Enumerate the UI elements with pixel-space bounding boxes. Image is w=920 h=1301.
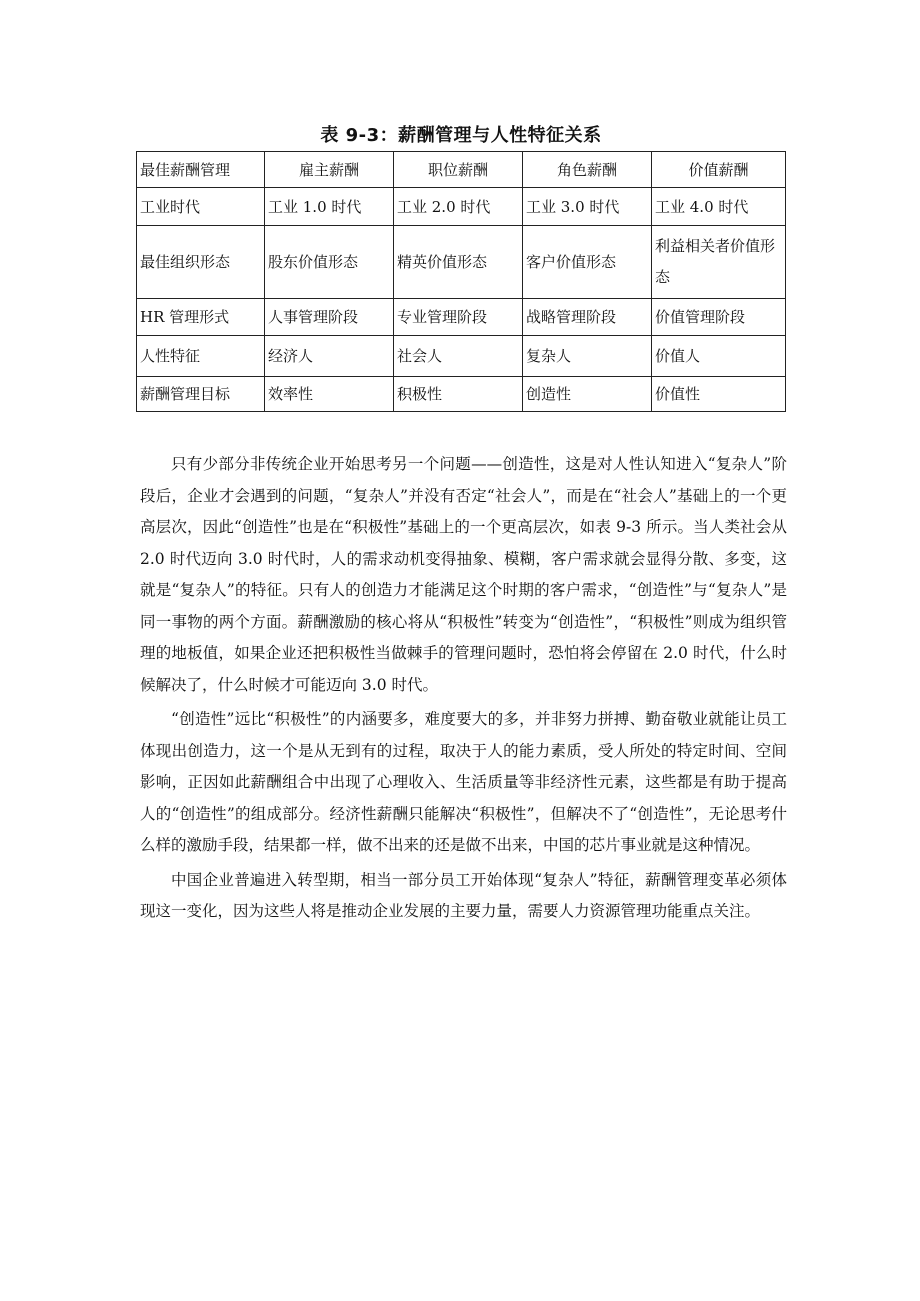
- body-text: [140, 449, 787, 931]
- header-cell: 角色薪酬: [523, 152, 652, 188]
- table-row: [137, 188, 786, 226]
- table-cell: 价值人: [652, 336, 786, 377]
- table-cell: 利益相关者价值形态: [652, 226, 786, 299]
- table-cell: 效率性: [265, 377, 394, 412]
- table-row: [137, 336, 786, 377]
- table-cell: 专业管理阶段: [394, 299, 523, 336]
- table-cell: 工业 3.0 时代: [523, 188, 652, 226]
- salary-human-nature-table: [136, 151, 786, 412]
- table-cell: 社会人: [394, 336, 523, 377]
- table-cell: 股东价值形态: [265, 226, 394, 299]
- table-cell: 价值性: [652, 377, 786, 412]
- header-cell: 最佳薪酬管理: [137, 152, 265, 188]
- table-row: [137, 299, 786, 336]
- table-cell: 人事管理阶段: [265, 299, 394, 336]
- row-label-cell: 薪酬管理目标: [137, 377, 265, 412]
- table-cell: 工业 1.0 时代: [265, 188, 394, 226]
- table-row: [137, 377, 786, 412]
- table-cell: 价值管理阶段: [652, 299, 786, 336]
- table-cell: 积极性: [394, 377, 523, 412]
- table-cell: 创造性: [523, 377, 652, 412]
- row-label-cell: 最佳组织形态: [137, 226, 265, 299]
- table-cell: 经济人: [265, 336, 394, 377]
- table-cell: 复杂人: [523, 336, 652, 377]
- table-header-row: [137, 152, 786, 188]
- paragraph: 只有少部分非传统企业开始思考另一个问题——创造性，这是对人性认知进入“复杂人”阶段后，企业才会遇到的问题，“复杂人”并没有否定“社会人”，而是在“社会人”基础上的一个更高层次，因此“创造性”也是在“积极性”基础上的一个更高层次，如表 9-3 所示。当人类社会从 2.0 时代迈向 3.0 时代时，人的需求动机变得抽象、模糊，客户需求就会显得分散、多变，这就是“复杂人”的特征。只有人的创造力才能满足这个时期的客户需求，“创造性”与“复杂人”是同一事物的两个方面。薪酬激励的核心将从“积极性”转变为“创造性”，“积极性”则成为组织管理的地板值，如果企业还把积极性当做棘手的管理问题时，恐怕将会停留在 2.0 时代，什么时候解决了，什么时候才可能迈向 3.0 时代。: [140, 455, 787, 694]
- header-cell: 职位薪酬: [394, 152, 523, 188]
- paragraph: “创造性”远比“积极性”的内涵要多，难度要大的多，并非努力拼搏、勤奋敬业就能让员工体现出创造力，这一个是从无到有的过程，取决于人的能力素质，受人所处的特定时间、空间影响，正因如此薪酬组合中出现了心理收入、生活质量等非经济性元素，这些都是有助于提高人的“创造性”的组成部分。经济性薪酬只能解决“积极性”，但解决不了“创造性”，无论思考什么样的激励手段，结果都一样，做不出来的还是做不出来，中国的芯片事业就是这种情况。: [140, 710, 787, 854]
- table-cell: 工业 4.0 时代: [652, 188, 786, 226]
- table-caption: 表 9-3：薪酬管理与人性特征关系: [320, 125, 602, 146]
- header-cell: 雇主薪酬: [265, 152, 394, 188]
- row-label-cell: HR 管理形式: [137, 299, 265, 336]
- header-cell: 价值薪酬: [652, 152, 786, 188]
- row-label-cell: 人性特征: [137, 336, 265, 377]
- table-row: [137, 226, 786, 299]
- paragraph: 中国企业普遍进入转型期，相当一部分员工开始体现“复杂人”特征，薪酬管理变革必须体现这一变化，因为这些人将是推动企业发展的主要力量，需要人力资源管理功能重点关注。: [140, 870, 787, 920]
- row-label-cell: 工业时代: [137, 188, 265, 226]
- table-cell: 战略管理阶段: [523, 299, 652, 336]
- table-cell: 精英价值形态: [394, 226, 523, 299]
- table-cell: 工业 2.0 时代: [394, 188, 523, 226]
- table-cell: 客户价值形态: [523, 226, 652, 299]
